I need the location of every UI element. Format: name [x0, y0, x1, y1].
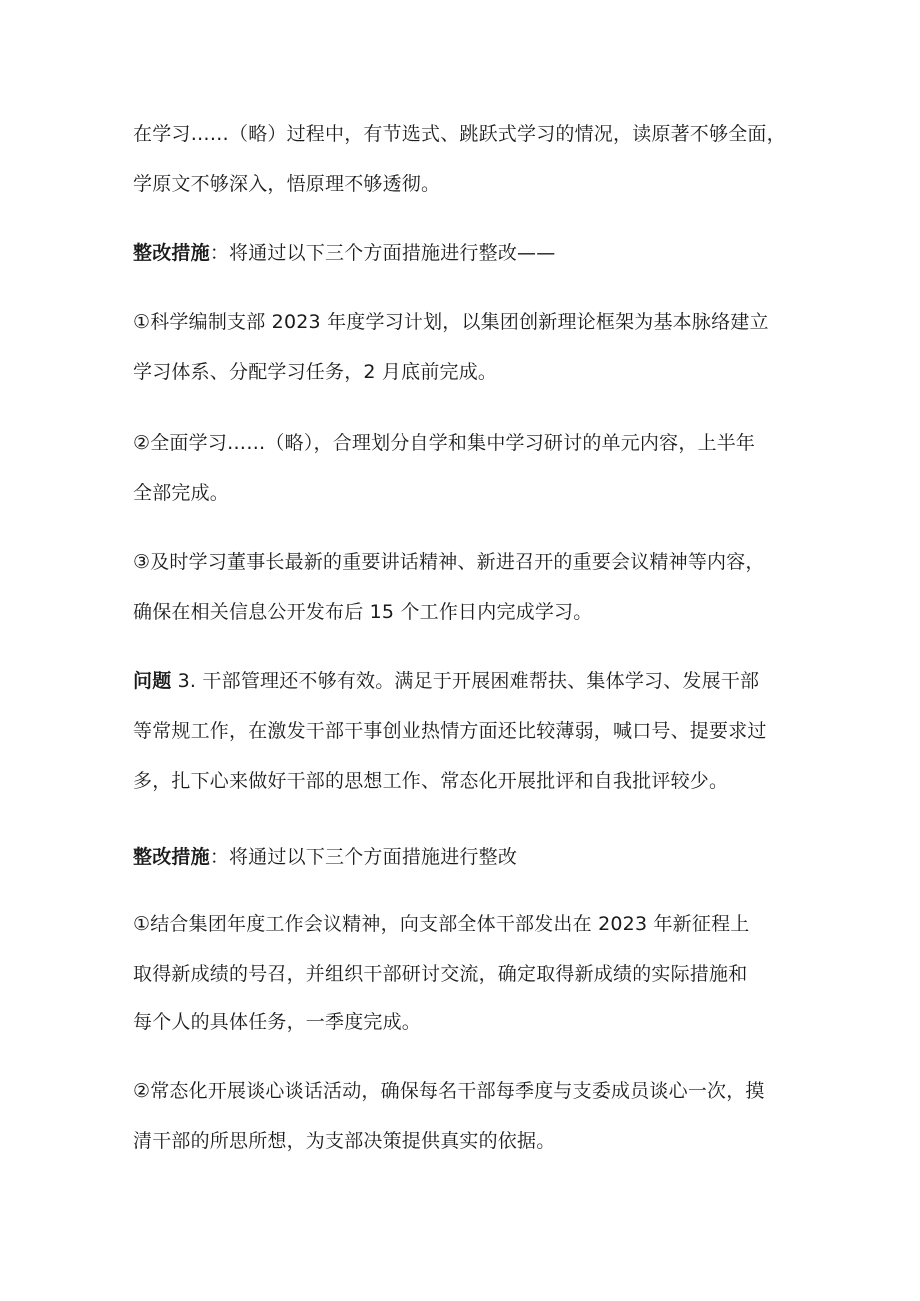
paragraph-8-line-2: 取得新成绩的号召，并组织干部研讨交流，确定取得新成绩的实际措施和 [133, 963, 748, 985]
paragraph-3-line-2: 学习体系、分配学习任务，2 月底前完成。 [133, 361, 498, 383]
paragraph-5-line-2: 确保在相关信息公开发布后 15 个工作日内完成学习。 [133, 601, 593, 623]
rectification-text: ：将通过以下三个方面措施进行整改 [209, 846, 518, 868]
problem-label: 问题 [133, 670, 172, 692]
rectification-text: ：将通过以下三个方面措施进行整改—— [209, 242, 556, 264]
paragraph-9-line-1: ②常态化开展谈心谈话活动，确保每名干部每季度与支委成员谈心一次，摸 [133, 1080, 765, 1102]
paragraph-7 [133, 845, 517, 869]
paragraph-6-line-1 [133, 669, 759, 693]
paragraph-1-line-1: 在学习……（略）过程中，有节选式、跳跃式学习的情况，读原著不够全面， [133, 123, 786, 145]
rectification-label: 整改措施 [133, 846, 210, 868]
paragraph-9-line-2: 清干部的所思所想，为支部决策提供真实的依据。 [133, 1130, 556, 1152]
paragraph-5-line-1: ③及时学习董事长最新的重要讲话精神、新进召开的重要会议精神等内容， [133, 551, 765, 573]
paragraph-1-line-2: 学原文不够深入，悟原理不够透彻。 [133, 173, 441, 195]
problem-text: 3. 干部管理还不够有效。满足于开展困难帮扶、集体学习、发展干部 [171, 670, 760, 692]
paragraph-8-line-3: 每个人的具体任务，一季度完成。 [133, 1011, 422, 1033]
paragraph-6-line-2: 等常规工作，在激发干部干事创业热情方面还比较薄弱，喊口号、提要求过 [133, 720, 767, 742]
rectification-label: 整改措施 [133, 242, 210, 264]
paragraph-3-line-1: ①科学编制支部 2023 年度学习计划，以集团创新理论框架为基本脉络建立 [133, 311, 769, 333]
paragraph-6-line-3: 多，扎下心来做好干部的思想工作、常态化开展批评和自我批评较少。 [133, 770, 729, 792]
paragraph-4-line-2: 全部完成。 [133, 482, 230, 504]
paragraph-2 [133, 241, 555, 265]
paragraph-4-line-1: ②全面学习……（略），合理划分自学和集中学习研讨的单元内容，上半年 [133, 432, 756, 454]
paragraph-8-line-1: ①结合集团年度工作会议精神，向支部全体干部发出在 2023 年新征程上 [133, 913, 750, 935]
